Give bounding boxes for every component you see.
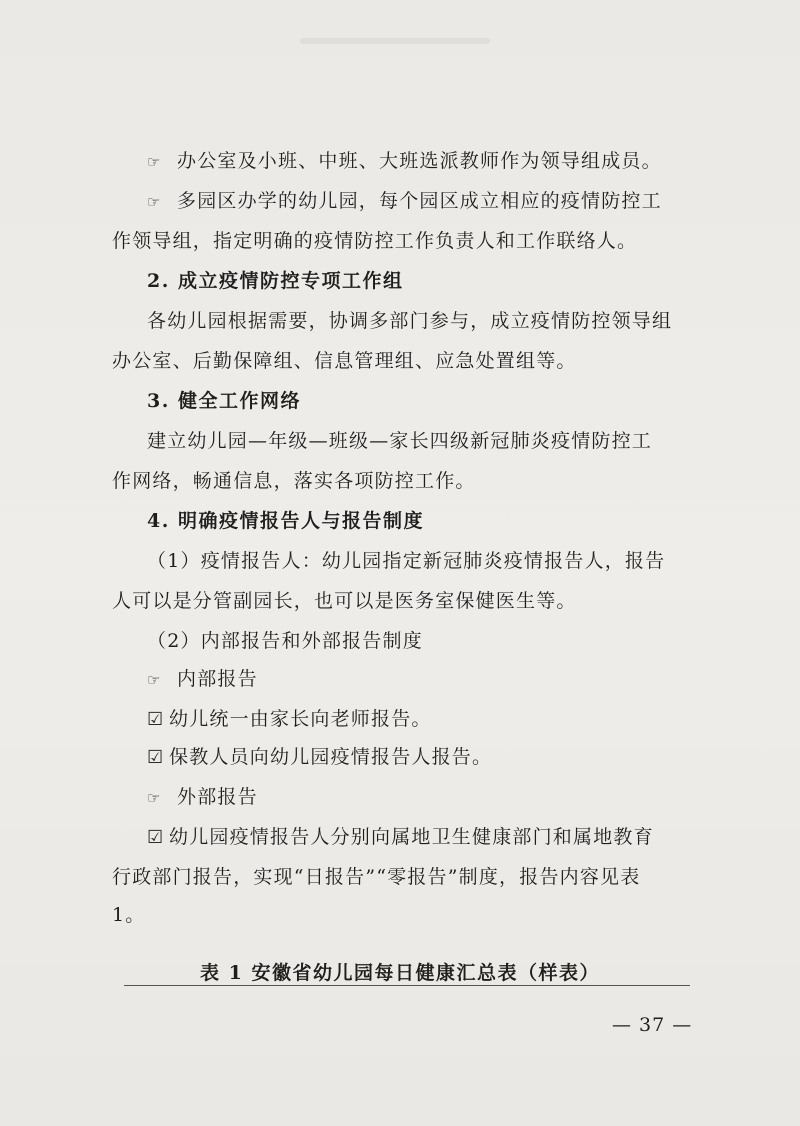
list-item: ☑ 幼儿统一由家长向老师报告。 <box>147 706 700 733</box>
table-top-rule <box>124 985 690 986</box>
checkbox-checked-icon: ☑ <box>147 747 165 768</box>
paragraph-line: 办公室、后勤保障组、信息管理组、应急处置组等。 <box>112 350 577 372</box>
checkbox-checked-icon: ☑ <box>147 827 165 848</box>
list-item: ☞ 外部报告 <box>147 784 700 811</box>
table-caption: 表 1 安徽省幼儿园每日健康汇总表（样表） <box>200 962 600 984</box>
paragraph-line: 建立幼儿园—年级—班级—家长四级新冠肺炎疫情防控工 <box>147 430 653 452</box>
paragraph-line: 各幼儿园根据需要，协调多部门参与，成立疫情防控领导组 <box>147 310 673 332</box>
section-heading: 4. 明确疫情报告人与报告制度 <box>147 510 424 532</box>
paragraph-line: 行政部门报告，实现“日报告”“零报告”制度，报告内容见表 <box>112 866 641 888</box>
paragraph-line: 作网络，畅通信息，落实各项防控工作。 <box>112 470 476 492</box>
pointing-hand-icon: ☞ <box>147 789 162 807</box>
paragraph-line: 作领导组，指定明确的疫情防控工作负责人和工作联络人。 <box>112 230 638 252</box>
list-item: ☑ 保教人员向幼儿园疫情报告人报告。 <box>147 744 700 771</box>
pointing-hand-icon: ☞ <box>147 153 162 171</box>
scan-artifact <box>300 38 490 44</box>
pointing-hand-icon: ☞ <box>147 671 162 689</box>
list-item: ☑ 幼儿园疫情报告人分别向属地卫生健康部门和属地教育 <box>147 824 700 851</box>
pointing-hand-icon: ☞ <box>147 193 162 211</box>
section-heading: 3. 健全工作网络 <box>147 390 301 412</box>
paragraph-line: ☞ 办公室及小班、中班、大班选派教师作为领导组成员。 <box>147 148 700 175</box>
list-item: ☞ 内部报告 <box>147 666 700 693</box>
section-heading: 2. 成立疫情防控专项工作组 <box>147 270 404 292</box>
checkbox-checked-icon: ☑ <box>147 709 165 730</box>
paragraph-line: ☞ 多园区办学的幼儿园，每个园区成立相应的疫情防控工 <box>147 188 700 215</box>
paragraph-line: 人可以是分管副园长，也可以是医务室保健医生等。 <box>112 590 577 612</box>
paragraph-line: 1。 <box>112 904 146 926</box>
paragraph-line: （1）疫情报告人：幼儿园指定新冠肺炎疫情报告人，报告 <box>147 550 666 572</box>
page-number: — 37 — <box>612 1014 693 1036</box>
paragraph-line: （2）内部报告和外部报告制度 <box>147 630 423 652</box>
